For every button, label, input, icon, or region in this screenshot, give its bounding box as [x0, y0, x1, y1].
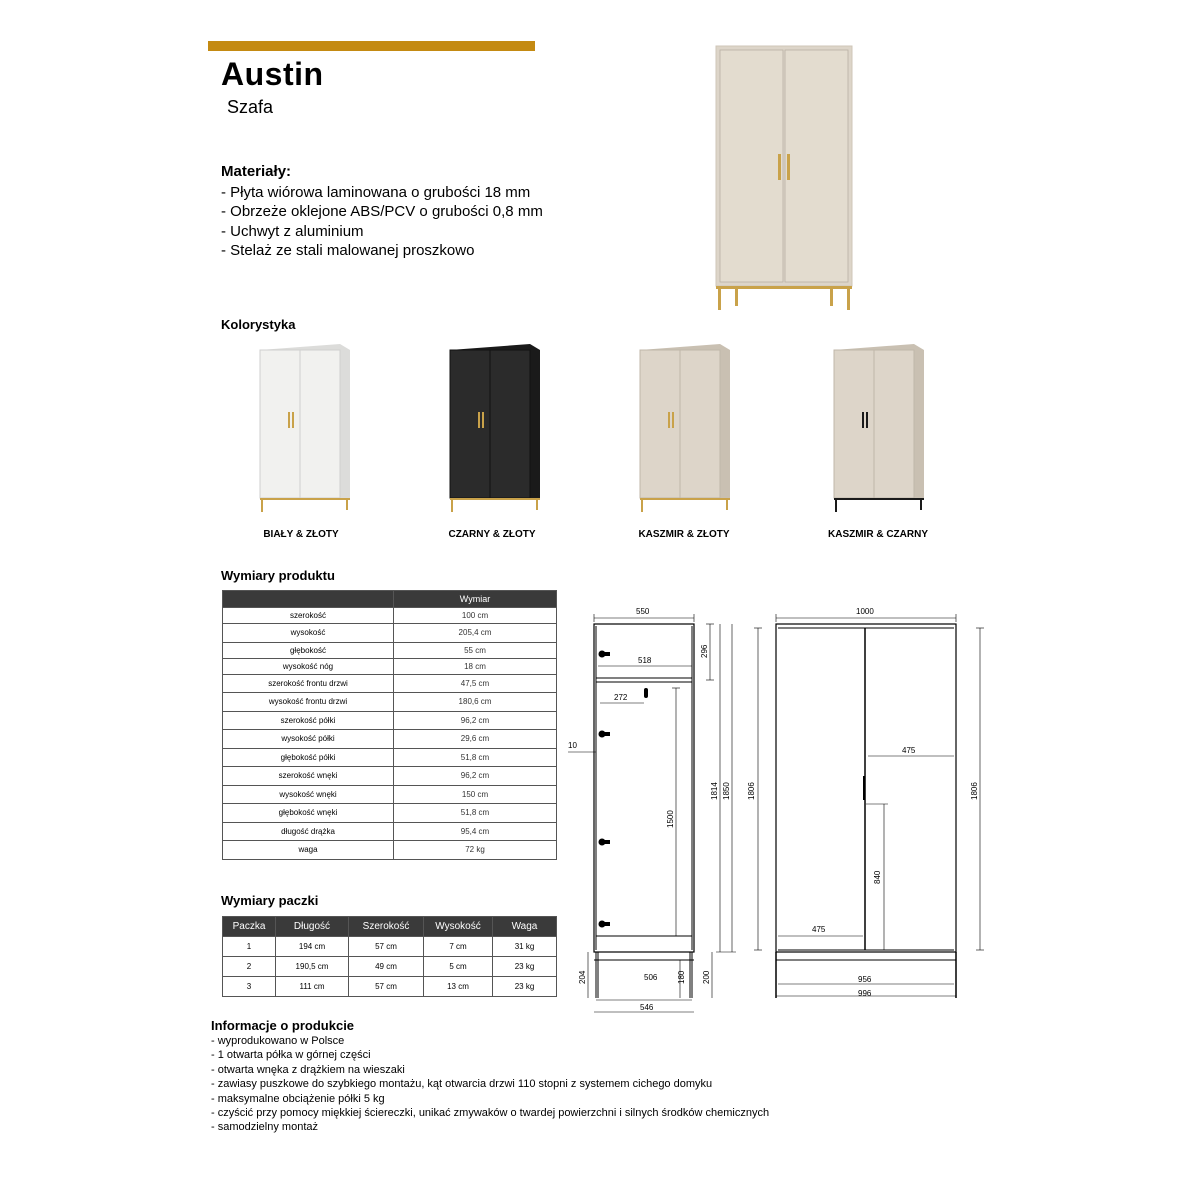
table-cell-label: głębokość wnęki: [223, 804, 394, 823]
swatch-cashmere-black: [824, 340, 934, 515]
swatch-white-gold: [250, 340, 360, 515]
hero-wardrobe-image: [712, 44, 856, 314]
swatch-label: KASZMIR & ZŁOTY: [638, 529, 730, 540]
package-table-body: [223, 937, 557, 997]
table-header-row: [223, 591, 557, 608]
table-row: [223, 977, 557, 997]
info-list: [211, 1034, 769, 1135]
side-section-drawing: [560, 600, 740, 1020]
table-row: [223, 822, 557, 841]
front-view-drawing: [740, 600, 990, 1020]
table-row: [223, 748, 557, 767]
table-cell: 111 cm: [276, 977, 349, 997]
material-item: - Płyta wiórowa laminowana o grubości 18 mm: [221, 184, 531, 201]
table-row: [223, 730, 557, 749]
info-item: - wyprodukowano w Polsce: [211, 1035, 345, 1047]
table-cell-value: 205,4 cm: [394, 624, 557, 643]
dim-label: 506: [644, 973, 658, 982]
dimensions-table: [222, 590, 557, 860]
materials-heading: Materiały:: [221, 163, 292, 180]
product-subtitle: Szafa: [227, 97, 274, 117]
table-cell-label: wysokość nóg: [223, 658, 394, 674]
table-row: [223, 674, 557, 693]
table-cell-value: 18 cm: [394, 658, 557, 674]
table-cell-label: szerokość półki: [223, 711, 394, 730]
table-cell: 5 cm: [424, 957, 493, 977]
table-cell-label: wysokość półki: [223, 730, 394, 749]
table-cell: 23 kg: [493, 977, 557, 997]
table-cell-value: 96,2 cm: [394, 711, 557, 730]
table-cell-label: wysokość: [223, 624, 394, 643]
table-cell-value: 150 cm: [394, 785, 557, 804]
table-cell: 31 kg: [493, 937, 557, 957]
table-cell: 1: [223, 937, 276, 957]
table-cell: 194 cm: [276, 937, 349, 957]
material-item: - Obrzeże oklejone ABS/PCV o grubości 0,8 mm: [221, 203, 543, 221]
table-cell-value: 47,5 cm: [394, 674, 557, 693]
swatch-label: CZARNY & ZŁOTY: [448, 529, 536, 540]
table-cell-label: długość drążka: [223, 822, 394, 841]
table-row: [223, 785, 557, 804]
package-table: [222, 916, 557, 997]
table-cell: 190,5 cm: [276, 957, 349, 977]
table-row: [223, 804, 557, 823]
table-header: Paczka: [223, 917, 276, 937]
dim-label: 518: [638, 656, 652, 665]
dim-label: 546: [640, 1003, 654, 1012]
table-cell-value: 180,6 cm: [394, 693, 557, 712]
swatch-black-gold: [440, 340, 550, 515]
dim-label: 180: [677, 970, 686, 984]
dimensions-heading: Wymiary produktu: [221, 568, 335, 583]
table-row: [223, 711, 557, 730]
accent-bar: [208, 41, 535, 51]
dim-label: 204: [578, 970, 587, 984]
table-cell-value: 100 cm: [394, 608, 557, 624]
dim-label: 200: [702, 970, 711, 984]
table-cell-label: głębokość półki: [223, 748, 394, 767]
dim-label: 840: [873, 870, 882, 884]
info-item: - maksymalne obciążenie półki 5 kg: [211, 1092, 385, 1105]
dim-label: 296: [700, 644, 709, 658]
info-heading: Informacje o produkcie: [211, 1018, 355, 1033]
table-header: Waga: [493, 917, 557, 937]
table-cell: 23 kg: [493, 957, 557, 977]
dim-label: 475: [812, 925, 826, 934]
table-row: [223, 957, 557, 977]
info-item: - zawiasy puszkowe do szybkiego montażu, kąt otwarcia drzwi 110 stopni z systemem cichego domyku: [211, 1078, 713, 1091]
table-cell-value: 51,8 cm: [394, 748, 557, 767]
colors-heading: Kolorystyka: [221, 317, 296, 332]
table-header: Wysokość: [424, 917, 493, 937]
table-cell: 49 cm: [349, 957, 424, 977]
table-row: [223, 658, 557, 674]
table-cell-label: wysokość frontu drzwi: [223, 693, 394, 712]
table-cell-value: 51,8 cm: [394, 804, 557, 823]
table-cell: 13 cm: [424, 977, 493, 997]
table-cell-value: 29,6 cm: [394, 730, 557, 749]
table-cell-value: 72 kg: [394, 841, 557, 860]
table-cell: 7 cm: [424, 937, 493, 957]
table-cell-label: wysokość wnęki: [223, 785, 394, 804]
product-title: Austin: [221, 56, 324, 92]
table-header-row: [223, 917, 557, 937]
info-item: - 1 otwarta półka w górnej części: [211, 1049, 371, 1062]
dim-label: 1814: [710, 782, 719, 800]
dim-label: 1806: [747, 782, 756, 800]
table-cell-label: głębokość: [223, 642, 394, 658]
table-row: [223, 693, 557, 712]
swatch-label: BIAŁY & ZŁOTY: [263, 529, 339, 540]
table-cell-label: waga: [223, 841, 394, 860]
package-heading: Wymiary paczki: [221, 893, 319, 908]
dimensions-table-body: [223, 608, 557, 860]
table-cell-value: 55 cm: [394, 642, 557, 658]
info-item: - czyścić przy pomocy miękkiej ściereczki, unikać zmywaków o twardej powierzchni i silnych środków chemicznych: [211, 1107, 770, 1120]
table-cell-label: szerokość wnęki: [223, 767, 394, 786]
table-cell-value: 96,2 cm: [394, 767, 557, 786]
table-cell-value: 95,4 cm: [394, 822, 557, 841]
table-cell-label: szerokość: [223, 608, 394, 624]
dim-label: 1850: [722, 782, 731, 800]
table-cell: 3: [223, 977, 276, 997]
info-item: - otwarta wnęka z drążkiem na wieszaki: [211, 1063, 405, 1076]
swatch-label: KASZMIR & CZARNY: [828, 529, 928, 540]
table-cell: 57 cm: [349, 977, 424, 997]
dim-label: 272: [614, 693, 628, 702]
table-row: [223, 608, 557, 624]
table-row: [223, 642, 557, 658]
table-cell: 57 cm: [349, 937, 424, 957]
dim-label: 1806: [970, 782, 979, 800]
material-item: - Stelaż ze stali malowanej proszkowo: [221, 241, 475, 259]
dim-label: 10: [568, 741, 577, 750]
dim-label: 475: [902, 746, 916, 755]
material-item: - Uchwyt z aluminium: [221, 222, 364, 240]
table-header: Szerokość: [349, 917, 424, 937]
materials-list: [221, 183, 543, 260]
table-cell-label: szerokość frontu drzwi: [223, 674, 394, 693]
info-item: - samodzielny montaż: [211, 1121, 318, 1134]
table-header: Wymiar: [394, 591, 557, 608]
swatch-cashmere-gold: [630, 340, 740, 515]
dim-label: 550: [636, 607, 650, 616]
table-row: [223, 767, 557, 786]
table-header: Długość: [276, 917, 349, 937]
dim-label: 1000: [856, 607, 874, 616]
table-header-empty: [223, 591, 394, 608]
table-row: [223, 841, 557, 860]
dim-label: 1500: [666, 810, 675, 828]
dim-label: 956: [858, 975, 872, 984]
dim-label: 996: [858, 989, 872, 998]
table-row: [223, 624, 557, 643]
table-row: [223, 937, 557, 957]
table-cell: 2: [223, 957, 276, 977]
